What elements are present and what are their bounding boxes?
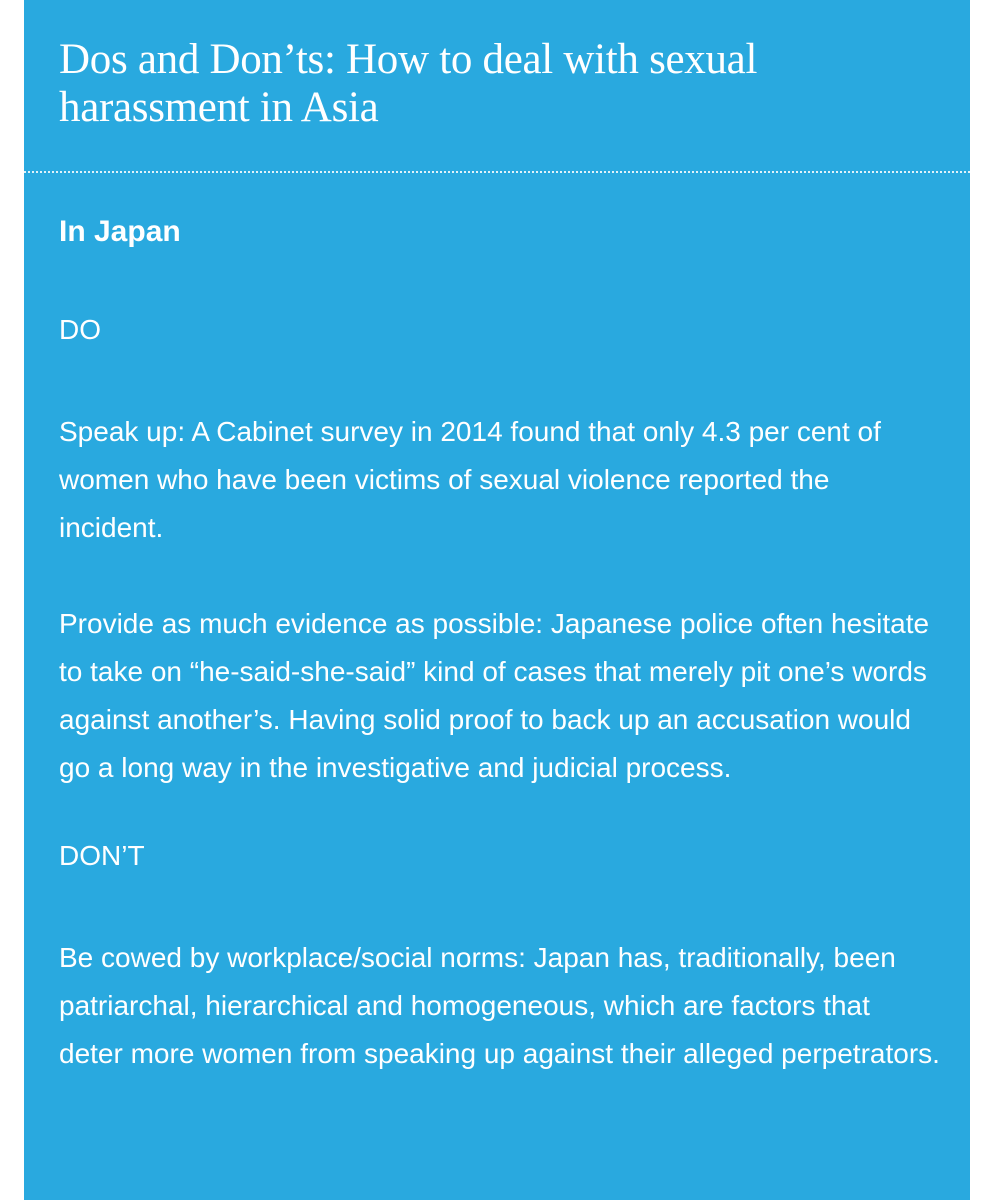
dotted-divider	[24, 171, 970, 173]
do-item-speak-up: Speak up: A Cabinet survey in 2014 found that only 4.3 per cent of women who have been victims of sexual violence reported the incident.	[59, 416, 881, 543]
dont-label: DON’T	[59, 840, 145, 871]
dont-item-norms: Be cowed by workplace/social norms: Japan has, traditionally, been patriarchal, hierarchical and homogeneous, which are factors that deter more women from speaking up against their alleged perpetrators.	[59, 942, 940, 1069]
section-heading: In Japan	[59, 215, 181, 248]
info-card	[24, 0, 970, 1200]
do-label: DO	[59, 314, 101, 345]
do-item-evidence: Provide as much evidence as possible: Japanese police often hesitate to take on “he-said-she-said” kind of cases that merely pit one’s words against another’s. Having solid proof to back up an accusation would go a long way in the investigative and judicial process.	[59, 608, 930, 783]
card-header	[24, 0, 970, 136]
card-body	[59, 212, 940, 1078]
card-title: Dos and Don’ts: How to deal with sexual harassment in Asia	[59, 36, 758, 131]
